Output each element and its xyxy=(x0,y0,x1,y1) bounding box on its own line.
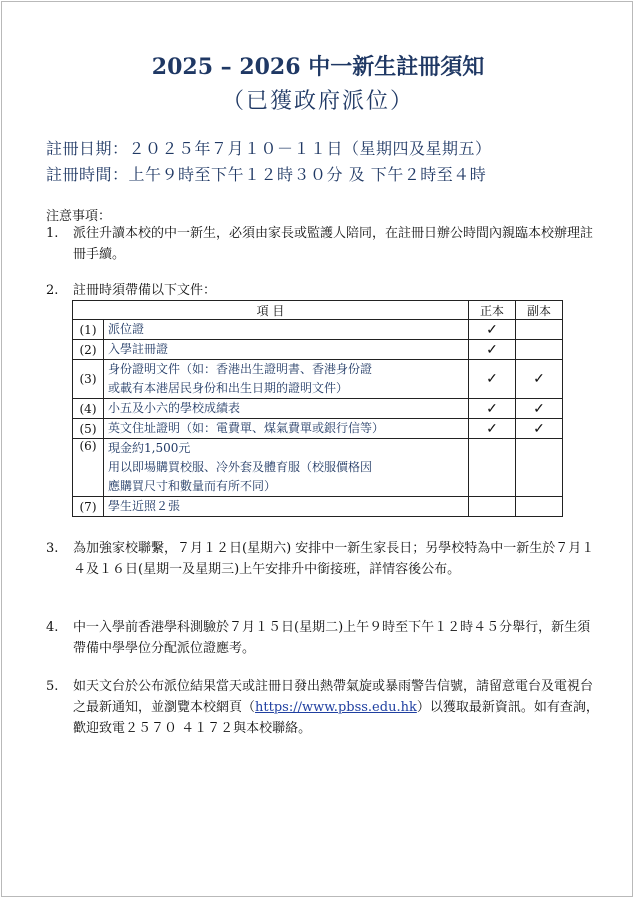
header-original: 正本 xyxy=(469,301,516,320)
note-text-after: ）以獲取最新資訊。如有查詢，歡迎致電２５７０ ４１７２與本校聯絡。 xyxy=(73,700,599,736)
registration-date-label: 註冊日期： xyxy=(46,139,129,158)
row-item-line: 用以即場購買校服、冷外套及體育服（校服價格因 xyxy=(108,460,373,474)
row-copy-check xyxy=(516,497,563,517)
note-text xyxy=(73,676,603,739)
row-copy-check: ✓ xyxy=(516,360,563,399)
table-row xyxy=(73,360,563,399)
row-item-line: 入學註冊證 xyxy=(108,342,169,356)
note-number: 3. xyxy=(46,541,59,556)
registration-time xyxy=(46,162,486,185)
notes-heading: 注意事項： xyxy=(46,209,112,224)
row-number: (6) xyxy=(73,439,104,497)
note-text: 為加強家校聯繫，７月１２日(星期六) 安排中一新生家長日；另學校特為中一新生於７月１４及１６日(星期一及星期三)上午安排升中銜接班，詳情容後公布。 xyxy=(73,541,595,577)
row-original-check: ✓ xyxy=(469,320,516,340)
header-item: 項 目 xyxy=(73,301,469,320)
row-item-line: 英文住址證明（如：電費單、煤氣費單或銀行信等） xyxy=(108,421,385,435)
row-item-line: 或載有本港居民身份和出生日期的證明文件） xyxy=(108,381,349,395)
row-original-check: ✓ xyxy=(469,419,516,439)
row-copy-check: ✓ xyxy=(516,399,563,419)
page-title: 2025 – 2026 中一新生註冊須知 xyxy=(151,54,485,80)
row-item-line: 身份證明文件（如：香港出生證明書、香港身份證 xyxy=(108,362,373,376)
table-row xyxy=(73,497,563,517)
row-item xyxy=(104,419,469,439)
row-item xyxy=(104,320,469,340)
note-number: 2. xyxy=(46,283,59,298)
row-item xyxy=(104,497,469,517)
table-header-row xyxy=(73,301,563,320)
table-row xyxy=(73,320,563,340)
row-item-line: 應購買尺寸和數量而有所不同） xyxy=(108,479,277,493)
note-text: 派往升讀本校的中一新生，必須由家長或監護人陪同，在註冊日辦公時間內親臨本校辦理註冊手續。 xyxy=(73,226,594,262)
note-text: 中一入學前香港學科測驗於７月１５日(星期二)上午９時至下午１２時４５分舉行，新生須帶備中學學位分配派位證應考。 xyxy=(73,620,591,656)
note-number: 5. xyxy=(46,679,59,694)
row-item xyxy=(104,360,469,399)
row-item-line: 派位證 xyxy=(108,322,145,336)
note-text-before: 如天文台於公布派位結果當天或註冊日發出熱帶氣旋或暴雨警告信號，請留意電台及電視台之最新通知，並瀏覽本校網頁（ xyxy=(73,679,594,715)
note-text: 註冊時須帶備以下文件： xyxy=(73,283,217,298)
table-row xyxy=(73,399,563,419)
row-copy-check: ✓ xyxy=(516,419,563,439)
row-item-line: 現金約1,500元 xyxy=(108,441,191,455)
note-number: 1. xyxy=(46,226,59,241)
registration-time-value: 上午９時至下午１２時３０分 及 下午２時至４時 xyxy=(128,165,487,184)
registration-date xyxy=(46,136,492,159)
row-number: (1) xyxy=(73,320,104,340)
row-copy-check xyxy=(516,439,563,497)
registration-date-value: ２０２５年７月１０－１１日（星期四及星期五） xyxy=(128,139,492,158)
school-website-link[interactable]: https://www.pbss.edu.hk xyxy=(255,700,417,715)
row-copy-check xyxy=(516,320,563,340)
page-subtitle: （已獲政府派位） xyxy=(221,89,414,114)
row-original-check: ✓ xyxy=(469,340,516,360)
row-original-check xyxy=(469,497,516,517)
row-number: (4) xyxy=(73,399,104,419)
table-row xyxy=(73,419,563,439)
row-number: (7) xyxy=(73,497,104,517)
row-item xyxy=(104,399,469,419)
row-item xyxy=(104,439,469,497)
row-number: (2) xyxy=(73,340,104,360)
table-row xyxy=(73,439,563,497)
row-item-line: 小五及小六的學校成績表 xyxy=(108,401,241,415)
registration-time-label: 註冊時間： xyxy=(46,165,129,184)
row-item-line: 學生近照２張 xyxy=(108,499,181,513)
row-number: (5) xyxy=(73,419,104,439)
row-copy-check xyxy=(516,340,563,360)
row-original-check: ✓ xyxy=(469,399,516,419)
row-original-check: ✓ xyxy=(469,360,516,399)
row-original-check xyxy=(469,439,516,497)
row-number: (3) xyxy=(73,360,104,399)
note-number: 4. xyxy=(46,620,59,635)
table-row xyxy=(73,340,563,360)
documents-table xyxy=(72,300,563,517)
row-item xyxy=(104,340,469,360)
header-copy: 副本 xyxy=(516,301,563,320)
